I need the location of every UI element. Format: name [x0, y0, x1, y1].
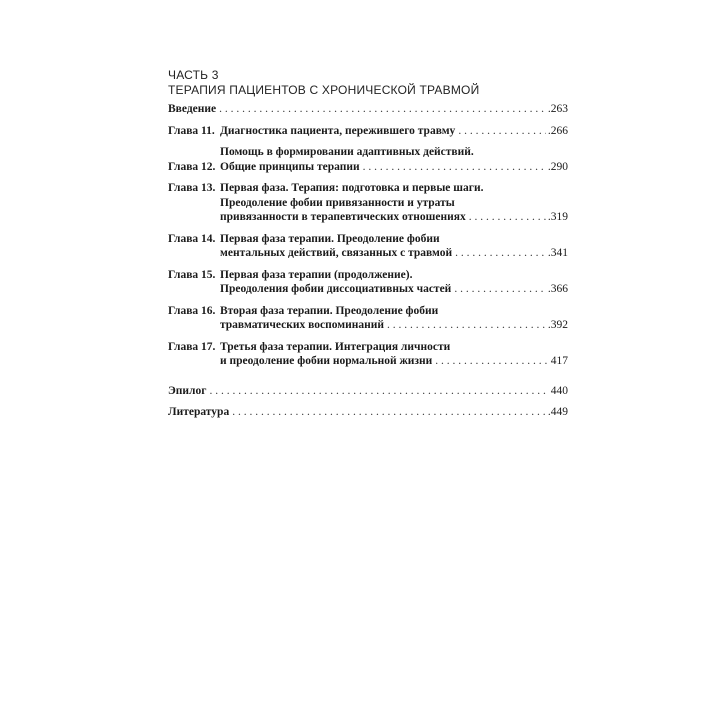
toc-entry-chapter-11[interactable]	[168, 124, 568, 139]
chapter-title-line: Помощь в формировании адаптивных действий.	[220, 146, 474, 158]
chapter-title-line: ментальных действий, связанных с травмой	[220, 247, 453, 259]
part-label: ЧАСТЬ 3	[168, 68, 219, 82]
toc-page-number: .319	[547, 211, 568, 223]
chapter-title-line: Общие принципы терапии	[220, 160, 360, 173]
chapter-title-line: привязанности в терапевтических отношениях	[220, 211, 466, 223]
toc-entry-intro[interactable]	[168, 102, 568, 117]
toc-entry-chapter-17[interactable]	[168, 340, 568, 369]
dot-leader	[209, 384, 548, 399]
toc-page-number: .266	[547, 124, 568, 137]
chapter-number: Глава 16.	[168, 304, 216, 317]
chapter-title-line: Первая фаза терапии. Преодоление фобии	[220, 232, 440, 245]
chapter-number: Глава 15.	[168, 268, 216, 281]
toc-page-number: 440	[550, 384, 568, 397]
chapter-title-line: Третья фаза терапии. Интеграция личности	[220, 340, 451, 353]
toc-page-number: .449	[547, 406, 568, 418]
chapter-title-line: Преодоление фобии привязанности и утраты	[220, 196, 455, 209]
toc-page	[168, 68, 568, 427]
toc-page-number: .290	[547, 160, 568, 173]
toc-page-number: 417	[550, 355, 568, 367]
part-title: ТЕРАПИЯ ПАЦИЕНТОВ С ХРОНИЧЕСКОЙ ТРАВМОЙ	[168, 83, 480, 97]
dot-leader	[455, 246, 546, 261]
chapter-title-line: Преодоления фобии диссоциативных частей	[220, 283, 452, 295]
chapter-title-line: Вторая фаза терапии. Преодоление фобии	[220, 304, 439, 317]
toc-page-number: .263	[547, 103, 568, 115]
toc-entry-chapter-15[interactable]	[168, 268, 568, 297]
toc-entry-chapter-12[interactable]	[168, 145, 568, 174]
section-gap	[168, 376, 568, 384]
toc-entry-chapter-16[interactable]	[168, 304, 568, 333]
chapter-number: Глава 13.	[168, 182, 216, 194]
chapter-number: Глава 14.	[168, 232, 216, 245]
toc-entry-chapter-13[interactable]	[168, 181, 568, 225]
toc-entry-chapter-14[interactable]	[168, 232, 568, 261]
chapter-number: Глава 17.	[168, 340, 216, 353]
dot-leader	[469, 210, 546, 225]
table-of-contents	[168, 102, 568, 420]
dot-leader	[219, 102, 546, 117]
toc-page-number: .341	[547, 247, 568, 259]
toc-entry-label: Введение	[168, 103, 217, 115]
chapter-title-line: травматических воспоминаний	[220, 319, 384, 331]
chapter-number: Глава 11.	[168, 124, 215, 137]
dot-leader	[387, 318, 546, 333]
dot-leader	[363, 160, 546, 175]
chapter-title-line: Диагностика пациента, пережившего травму	[220, 124, 456, 137]
toc-page-number: .366	[547, 283, 568, 295]
part-header	[168, 68, 568, 98]
dot-leader	[458, 124, 546, 139]
chapter-title-line: и преодоление фобии нормальной жизни	[220, 355, 433, 367]
toc-entry-references[interactable]	[168, 405, 568, 420]
dot-leader	[435, 354, 548, 369]
toc-entry-label: Литература	[168, 406, 230, 418]
chapter-title-line: Первая фаза. Терапия: подготовка и первые шаги.	[220, 182, 484, 194]
toc-entry-label: Эпилог	[168, 384, 207, 397]
dot-leader	[454, 282, 546, 297]
dot-leader	[232, 405, 546, 420]
chapter-title-line: Первая фаза терапии (продолжение).	[220, 268, 413, 281]
chapter-number: Глава 12.	[168, 160, 216, 173]
toc-page-number: .392	[547, 319, 568, 331]
toc-entry-epilogue[interactable]	[168, 384, 568, 399]
